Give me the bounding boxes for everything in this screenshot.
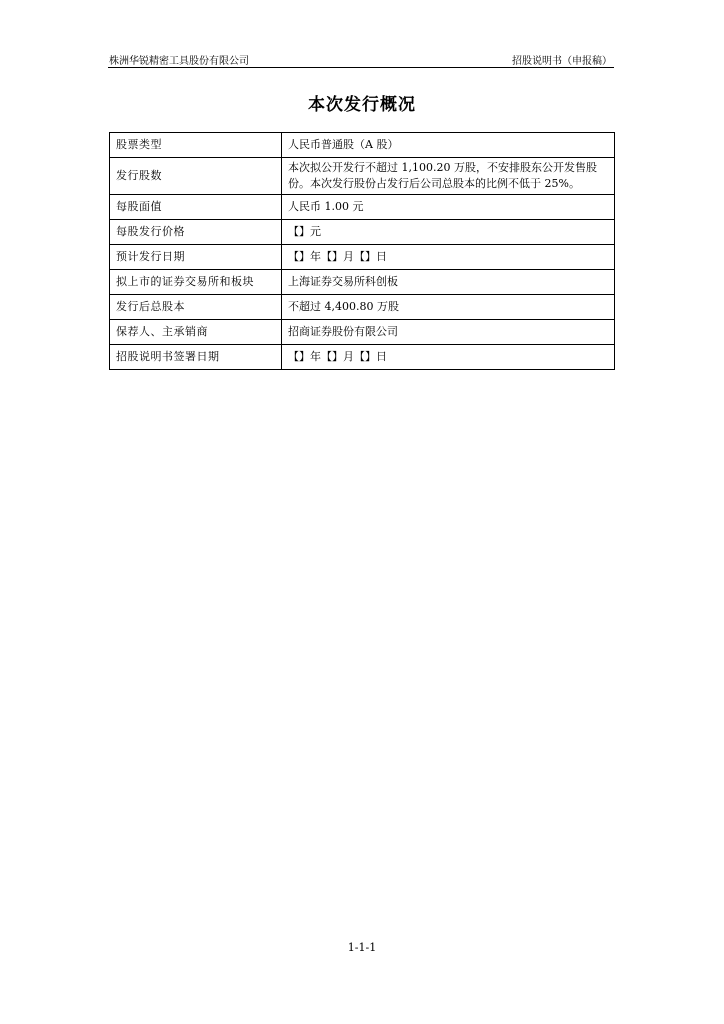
row-label: 拟上市的证券交易所和板块 xyxy=(110,270,282,295)
offering-overview-table xyxy=(109,132,615,370)
row-value: 人民币普通股（A 股） xyxy=(282,133,615,158)
document-type: 招股说明书（申报稿） xyxy=(512,56,612,67)
table-row xyxy=(110,220,615,245)
page-header xyxy=(108,51,614,68)
row-value: 【】年【】月【】日 xyxy=(282,245,615,270)
table-row xyxy=(110,345,615,370)
row-value: 人民币 1.00 元 xyxy=(282,195,615,220)
row-value: 不超过 4,400.80 万股 xyxy=(282,295,615,320)
row-label: 每股面值 xyxy=(110,195,282,220)
row-value: 本次拟公开发行不超过 1,100.20 万股，不安排股东公开发售股份。本次发行股份占发行后公司总股本的比例不低于 25%。 xyxy=(282,158,615,195)
row-label: 发行后总股本 xyxy=(110,295,282,320)
table-row xyxy=(110,320,615,345)
table-row xyxy=(110,195,615,220)
table-row xyxy=(110,158,615,195)
row-label: 发行股数 xyxy=(110,158,282,195)
row-value: 【】年【】月【】日 xyxy=(282,345,615,370)
row-label: 预计发行日期 xyxy=(110,245,282,270)
row-label: 每股发行价格 xyxy=(110,220,282,245)
row-value: 上海证券交易所科创板 xyxy=(282,270,615,295)
page-title: 本次发行概况 xyxy=(308,95,416,115)
row-value: 招商证券股份有限公司 xyxy=(282,320,615,345)
row-label: 股票类型 xyxy=(110,133,282,158)
row-label: 保荐人、主承销商 xyxy=(110,320,282,345)
table-row xyxy=(110,270,615,295)
company-name: 株洲华锐精密工具股份有限公司 xyxy=(109,56,249,67)
table-row xyxy=(110,295,615,320)
row-value: 【】元 xyxy=(282,220,615,245)
table-row xyxy=(110,133,615,158)
row-label: 招股说明书签署日期 xyxy=(110,345,282,370)
table-row xyxy=(110,245,615,270)
page-number: 1-1-1 xyxy=(347,941,377,954)
